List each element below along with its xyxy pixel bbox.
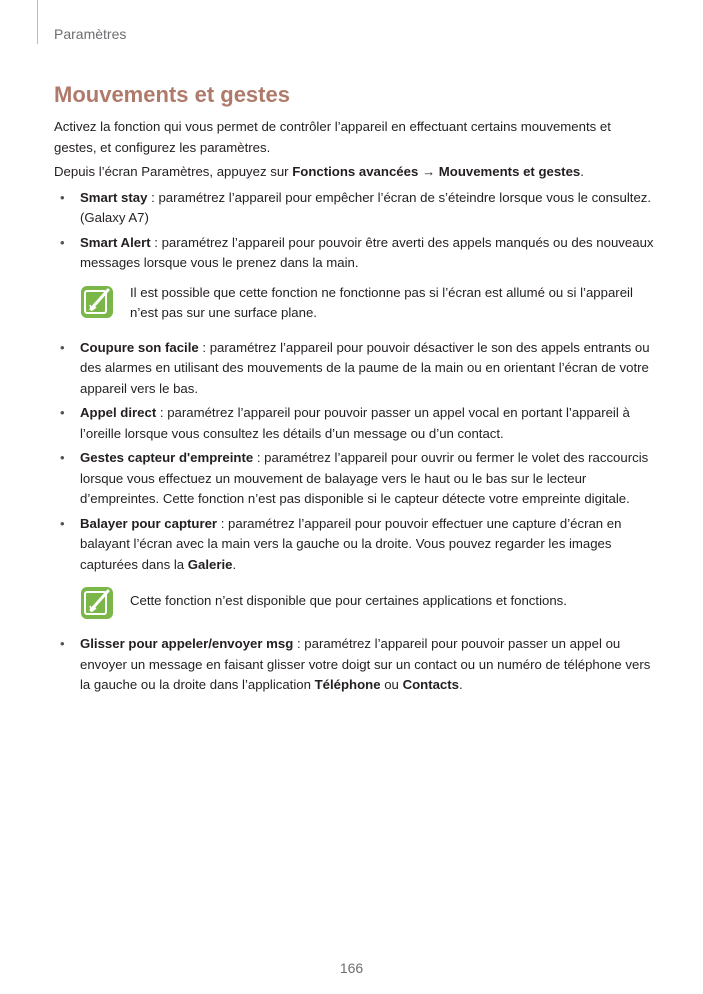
page-title: Mouvements et gestes — [54, 82, 290, 107]
item-term: Coupure son facile — [80, 339, 199, 355]
list-item-palm-swipe-capture — [54, 514, 654, 576]
list-item-fingerprint-gestures — [54, 448, 654, 510]
nav-step-advanced-features: Fonctions avancées — [292, 164, 419, 179]
running-header: Paramètres — [54, 26, 127, 42]
item-text-end: . — [232, 556, 237, 572]
list-item-direct-call — [54, 403, 654, 444]
page-number: 166 — [339, 960, 364, 976]
note-pencil-icon — [80, 586, 114, 620]
item-text: : paramétrez l’appareil pour pouvoir passer un appel vocal en portant l’appareil à l’oreille lorsque vous consultez les détails d’un message ou d’un contact. — [80, 405, 630, 441]
item-text: : paramétrez l’appareil pour empêcher l’écran de s’éteindre lorsque vous le consultez. (Galaxy A7) — [80, 189, 652, 225]
item-text: : paramétrez l’appareil pour pouvoir effectuer une capture d’écran en balayant l’écran avec la main vers la gauche ou la droite. Vous pouvez regarder les images capturées dans la — [80, 515, 622, 572]
page-content — [54, 117, 654, 700]
list-item-swipe-to-call — [54, 634, 654, 696]
nav-suffix: . — [580, 164, 584, 179]
item-term-phone: Téléphone — [314, 677, 381, 692]
item-term: Gestes capteur d'empreinte — [80, 450, 254, 465]
item-term-contacts: Contacts — [402, 677, 459, 692]
feature-list-final — [54, 634, 654, 696]
bullet-marker: • — [60, 515, 65, 531]
list-item-easy-mute — [54, 338, 654, 400]
header-divider — [37, 0, 38, 44]
nav-step-motions-gestures: Mouvements et gestes — [438, 164, 581, 179]
feature-list-continued — [54, 338, 654, 576]
note-box — [80, 584, 654, 620]
bullet-marker: • — [60, 636, 65, 651]
feature-list — [54, 188, 654, 274]
item-term: Appel direct — [80, 405, 157, 420]
nav-arrow: → — [418, 164, 439, 179]
item-text: : paramétrez l’appareil pour pouvoir être averti des appels manqués ou des nouveaux messages lorsque vous le prenez dans la main. — [80, 234, 654, 270]
item-text: : paramétrez l’appareil pour pouvoir désactiver le son des appels entrants ou des alarmes en utilisant des mouvements de la paume de la main ou en orientant l’écran de votre appareil vers le bas. — [80, 339, 650, 396]
item-text: : paramétrez l’appareil pour pouvoir passer un appel ou envoyer un message en faisant glisser votre doigt sur un contact ou un numéro de téléphone vers la gauche ou la droite dans l’application — [80, 636, 651, 692]
item-text-or: ou — [380, 677, 403, 692]
note-text: Il est possible que cette fonction ne fonctionne pas si l’écran est allumé ou si l’appareil n’est pas sur une surface plane. — [130, 284, 633, 320]
list-item-smart-stay — [54, 188, 654, 229]
intro-paragraph: Activez la fonction qui vous permet de contrôler l’appareil en effectuant certains mouvements et gestes, et configurez les paramètres. — [54, 119, 611, 155]
item-term: Balayer pour capturer — [80, 515, 218, 531]
note-text: Cette fonction n’est disponible que pour certaines applications et fonctions. — [130, 593, 567, 608]
bullet-marker: • — [60, 450, 65, 465]
bullet-marker: • — [60, 234, 65, 250]
nav-prefix: Depuis l’écran Paramètres, appuyez sur — [54, 164, 293, 179]
item-term: Glisser pour appeler/envoyer msg — [80, 636, 294, 651]
bullet-marker: • — [60, 339, 65, 355]
item-term: Smart stay — [80, 189, 148, 205]
item-term-gallery: Galerie — [187, 556, 233, 572]
item-text-end: . — [458, 677, 463, 692]
navigation-instruction — [54, 162, 654, 183]
item-text: : paramétrez l’appareil pour ouvrir ou fermer le volet des raccourcis lorsque vous effectuez un mouvement de balayage vers le haut ou le bas sur le lecteur d’empreintes. Cette fonction n’est pas disponible si le capteur détecte votre empreinte digitale. — [80, 450, 649, 506]
list-item-smart-alert — [54, 233, 654, 274]
note-box — [80, 283, 654, 324]
bullet-marker: • — [60, 189, 65, 205]
item-term: Smart Alert — [80, 234, 151, 250]
bullet-marker: • — [60, 405, 65, 420]
note-pencil-icon — [80, 285, 114, 319]
